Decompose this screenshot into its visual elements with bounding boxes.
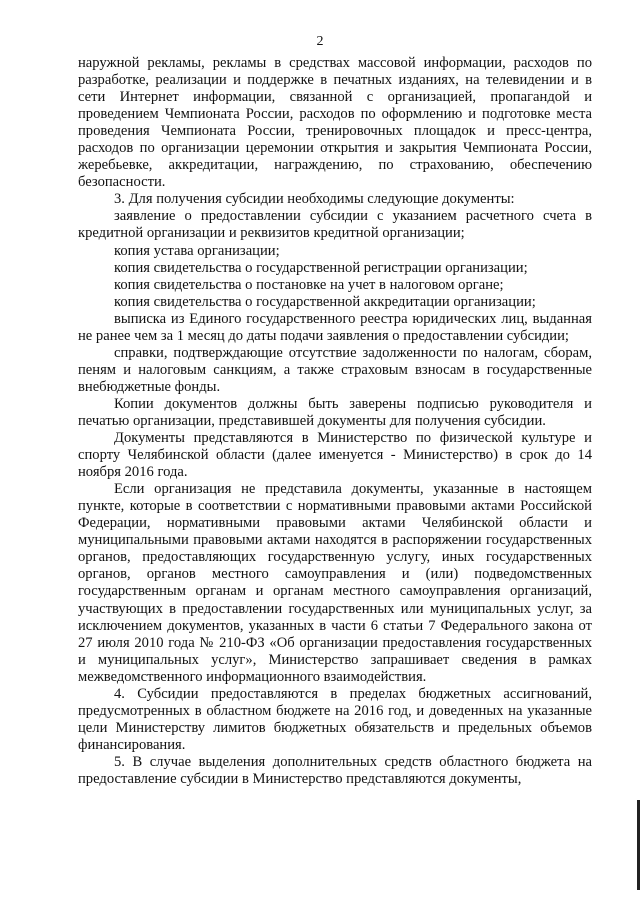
paragraph-accreditation: копия свидетельства о государственной аккредитации организации;: [114, 293, 536, 310]
document-body: [78, 55, 592, 788]
page-number: 2: [316, 34, 324, 49]
paragraph-copies-certification: Копии документов должны быть заверены подписью руководителя и печатью организации, представившей документы для получения субсидии.: [78, 395, 592, 429]
paragraph-tax-registration: копия свидетельства о постановке на учет в налоговом органе;: [114, 276, 504, 293]
paragraph-submission-deadline: Документы представляются в Министерство по физической культуре и спорту Челябинской области (далее именуется - Министерство) в срок до 14 ноября 2016 года.: [78, 430, 592, 481]
paragraph-interagency-request: Если организация не представила документы, указанные в настоящем пункте, которые в соответствии с нормативными правовыми актами Российской Федерации, нормативными правовыми актами Челябинской области и муниципальными правовыми актами находятся в распоряжении государственных органов, предоставляющих государственную услугу, иных государственных органов, органов местного самоуправления и (или) подведомственных государственным органам и органам местного самоуправления организаций, участвующих в предоставлении государственных или муниципальных услуг, за исключением документов, указанных в части 6 статьи 7 Федерального закона от 27 июля 2010 года № 210-ФЗ «Об организации предоставления государственных и муниципальных услуг», Министерство запрашивает сведения в рамках межведомственного информационного взаимодействия.: [78, 481, 592, 685]
paragraph-registry-extract: выписка из Единого государственного реестра юридических лиц, выданная не ранее чем за 1 месяц до даты подачи заявления о предоставлении субсидии;: [78, 310, 592, 344]
paragraph-charter-copy: копия устава организации;: [114, 242, 280, 259]
paragraph-registration-certificate: копия свидетельства о государственной регистрации организации;: [114, 259, 528, 276]
paragraph-section-5: 5. В случае выделения дополнительных средств областного бюджета на предоставление субсидии в Министерство представляются документы,: [78, 753, 592, 787]
paragraph-no-debt-certificates: справки, подтверждающие отсутствие задолженности по налогам, сборам, пеням и налоговым санкциям, а также страховым взносам в государственные внебюджетные фонды.: [78, 344, 592, 395]
paragraph-section-4: 4. Субсидии предоставляются в пределах бюджетных ассигнований, предусмотренных в областном бюджете на 2016 год, и доведенных на указанные цели Министерству лимитов бюджетных обязательств и предельных объемов финансирования.: [78, 685, 592, 753]
paragraph-expenses-list: наружной рекламы, рекламы в средствах массовой информации, расходов по разработке, реализации и поддержке в печатных изданиях, на телевидении и в сети Интернет информации, связанной с организацией, пропагандой и проведением Чемпионата России, расходов по оформлению и подготовке места проведения Чемпионата России, тренировочных площадок и пресс-центра, расходов по организации церемонии открытия и закрытия Чемпионата России, жеребьевке, аккредитации, награждению, по страхованию, обеспечению безопасности.: [78, 55, 592, 191]
paragraph-section-3-intro: 3. Для получения субсидии необходимы следующие документы:: [114, 191, 515, 208]
paragraph-application: заявление о предоставлении субсидии с указанием расчетного счета в кредитной организации и реквизитов кредитной организации;: [78, 208, 592, 242]
